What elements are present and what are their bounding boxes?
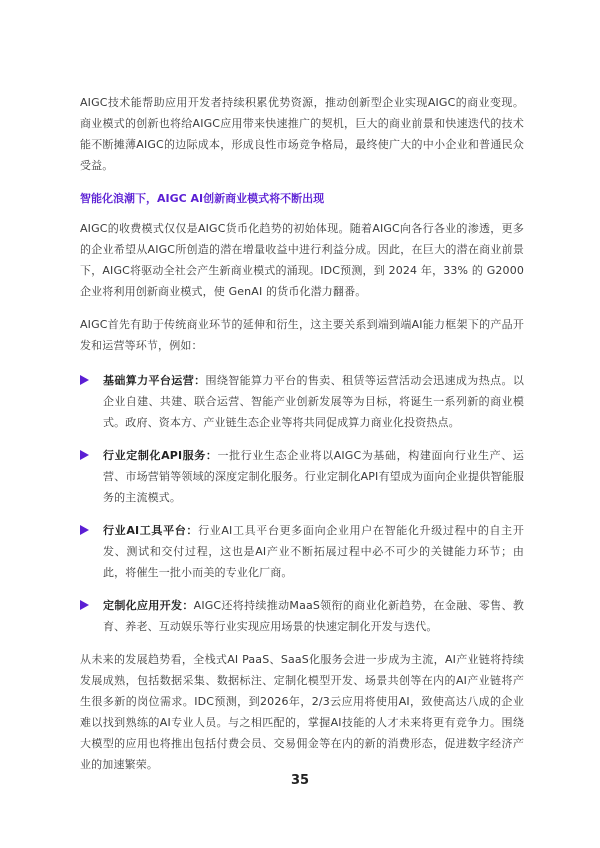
revenue-paragraph: AIGC的收费模式仅仅是AIGC货币化趋势的初始体现。随着AIGC向各行各业的渗透，更多的企业希望从AIGC所创造的潜在增量收益中进行利益分成。因此，在巨大的潜在商业前景下，AIGC将驱动全社会产生新商业模式的涌现。IDC预测，到 2024 年，33% 的 G2000 企业将利用创新商业模式，使 GenAI 的货币化潜力翻番。	[80, 222, 524, 298]
section-heading: 智能化浪潮下，AIGC AI创新商业模式将不断出现	[80, 192, 325, 205]
chain-paragraph: AIGC首先有助于传统商业环节的延伸和衍生，这主要关系到端到端AI能力框架下的产品开发和运营等环节，例如：	[80, 318, 524, 352]
page-number: 35	[290, 773, 310, 788]
bullet-text: 一批行业生态企业将以AIGC为基础，构建面向行业生产、运营、市场营销等领域的深度定制化服务。行业定制化API有望成为面向企业提供智能服务的主流模式。	[103, 449, 524, 504]
triangle-bullet-icon	[80, 600, 89, 610]
triangle-bullet-icon	[80, 450, 89, 460]
list-item	[80, 520, 524, 583]
list-item	[80, 445, 524, 508]
intro-paragraph: AIGC技术能帮助应用开发者持续积累优势资源，推动创新型企业实现AIGC的商业变现。商业模式的创新也将给AIGC应用带来快速推广的契机，巨大的商业前景和快速迭代的技术能不断摊薄AIGC的边际成本，形成良性市场竞争格局，最终使广大的中小企业和普通民众受益。	[80, 96, 524, 172]
list-item	[80, 595, 524, 637]
page-content	[80, 92, 524, 775]
future-paragraph: 从未来的发展趋势看，全栈式AI PaaS、SaaS化服务会进一步成为主流，AI产业链将持续发展成熟，包括数据采集、数据标注、定制化模型开发、场景共创等在内的AI产业链将产生很多新的岗位需求。IDC预测，到2026年，2/3云应用将使用AI，致使高达八成的企业难以找到熟练的AI专业人员。与之相匹配的，掌握AI技能的人才未来将更有竞争力。围绕大模型的应用也将推出包括付费会员、交易佣金等在内的新的消费形态，促进数字经济产业的加速繁荣。	[80, 653, 524, 771]
triangle-bullet-icon	[80, 525, 89, 535]
bullet-title: 定制化应用开发：	[103, 599, 194, 612]
bullet-text: AIGC还将持续推动MaaS领衔的商业化新趋势，在金融、零售、教育、养老、互动娱乐等行业实现应用场景的快速定制化开发与迭代。	[103, 599, 524, 633]
bullet-text: 行业AI工具平台更多面向企业用户在智能化升级过程中的自主开发、测试和交付过程，这也是AI产业不断拓展过程中必不可少的关键能力环节；由此，将催生一批小而美的专业化厂商。	[103, 524, 524, 579]
bullet-title: 行业AI工具平台：	[103, 524, 199, 537]
bullet-title: 行业定制化API服务：	[103, 449, 218, 462]
list-item	[80, 370, 524, 433]
bullet-title: 基础算力平台运营：	[103, 374, 206, 387]
bullet-text: 围绕智能算力平台的售卖、租赁等运营活动会迅速成为热点。以企业自建、共建、联合运营、智能产业创新发展等为目标，将诞生一系列新的商业模式。政府、资本方、产业链生态企业等将共同促成算力商业化投资热点。	[103, 374, 524, 429]
triangle-bullet-icon	[80, 375, 89, 385]
